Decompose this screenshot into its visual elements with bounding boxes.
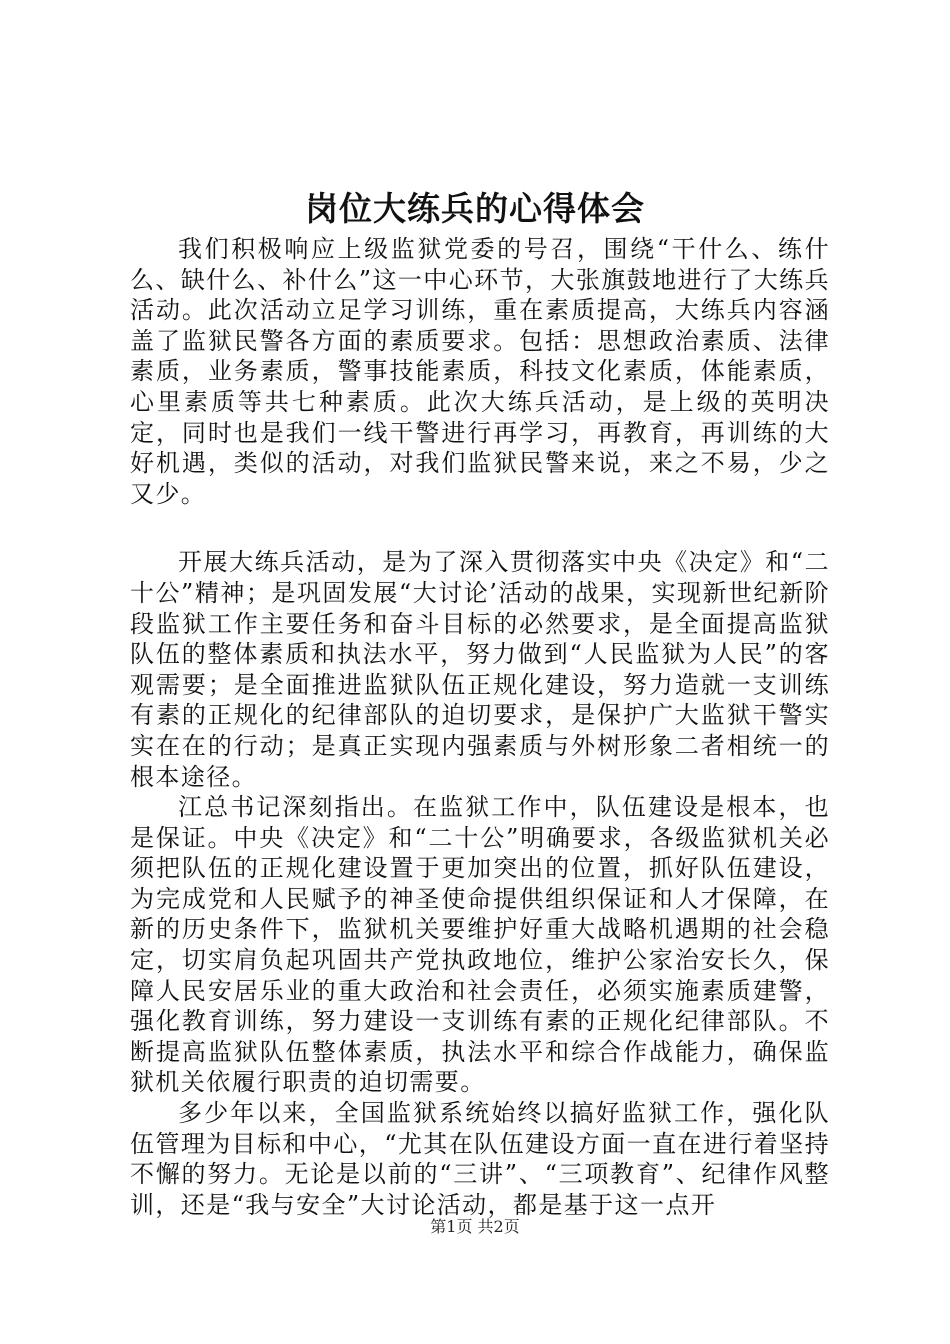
document-body (130, 234, 830, 1220)
paragraph-2: 开展大练兵活动，是为了深入贯彻落实中央《决定》和“二十公”精神；是巩固发展“大讨论’活动的战果，实现新世纪新阶段监狱工作主要任务和奋斗目标的必然要求，是全面提高监狱队伍的整体素质和执法水平，努力做到“人民监狱为人民”的客观需要；是全面推进监狱队伍正规化建设，努力造就一支训练有素的正规化的纪律部队的迫切要求，是保护广大监狱干警实实在在的行动；是真正实现内强素质与外树形象二者相统一的根本途径。 (130, 548, 830, 791)
paragraph-3: 江总书记深刻指出。在监狱工作中，队伍建设是根本，也是保证。中央《决定》和“二十公”明确要求，各级监狱机关必须把队伍的正规化建设置于更加突出的位置，抓好队伍建设，为完成党和人民赋予的神圣使命提供组织保证和人才保障，在新的历史条件下，监狱机关要维护好重大战略机遇期的社会稳定，切实肩负起巩固共产党执政地位，维护公家治安长久，保障人民安居乐业的重大政治和社会责任，必须实施素质建警，强化教育训练，努力建设一支训练有素的正规化纪律部队。不断提高监狱队伍整体素质，执法水平和综合作战能力，确保监狱机关依履行职责的迫切需要。 (130, 793, 830, 1097)
page-number-footer: 第1页 共2页 (430, 1217, 520, 1236)
paragraph-1: 我们积极响应上级监狱党委的号召，围绕“干什么、练什么、缺什么、补什么”这一中心环节，大张旗鼓地进行了大练兵活动。此次活动立足学习训练，重在素质提高，大练兵内容涵盖了监狱民警各方面的素质要求。包括：思想政治素质、法律素质，业务素质，警事技能素质，科技文化素质，体能素质，心里素质等共七种素质。此次大练兵活动，是上级的英明决定，同时也是我们一线干警进行再学习，再教育，再训练的大好机遇，类似的活动，对我们监狱民警来说，来之不易，少之又少。 (130, 235, 830, 508)
document-title: 岗位大练兵的心得体会 (305, 189, 645, 228)
paragraph-4: 多少年以来，全国监狱系统始终以搞好监狱工作，强化队伍管理为目标和中心，“尤其在队伍建设方面一直在进行着坚持不懈的努力。无论是以前的“三讲”、“三项教育”、纪律作风整训，还是“我与安全”大讨论活动，都是基于这一点开 (130, 1099, 830, 1219)
